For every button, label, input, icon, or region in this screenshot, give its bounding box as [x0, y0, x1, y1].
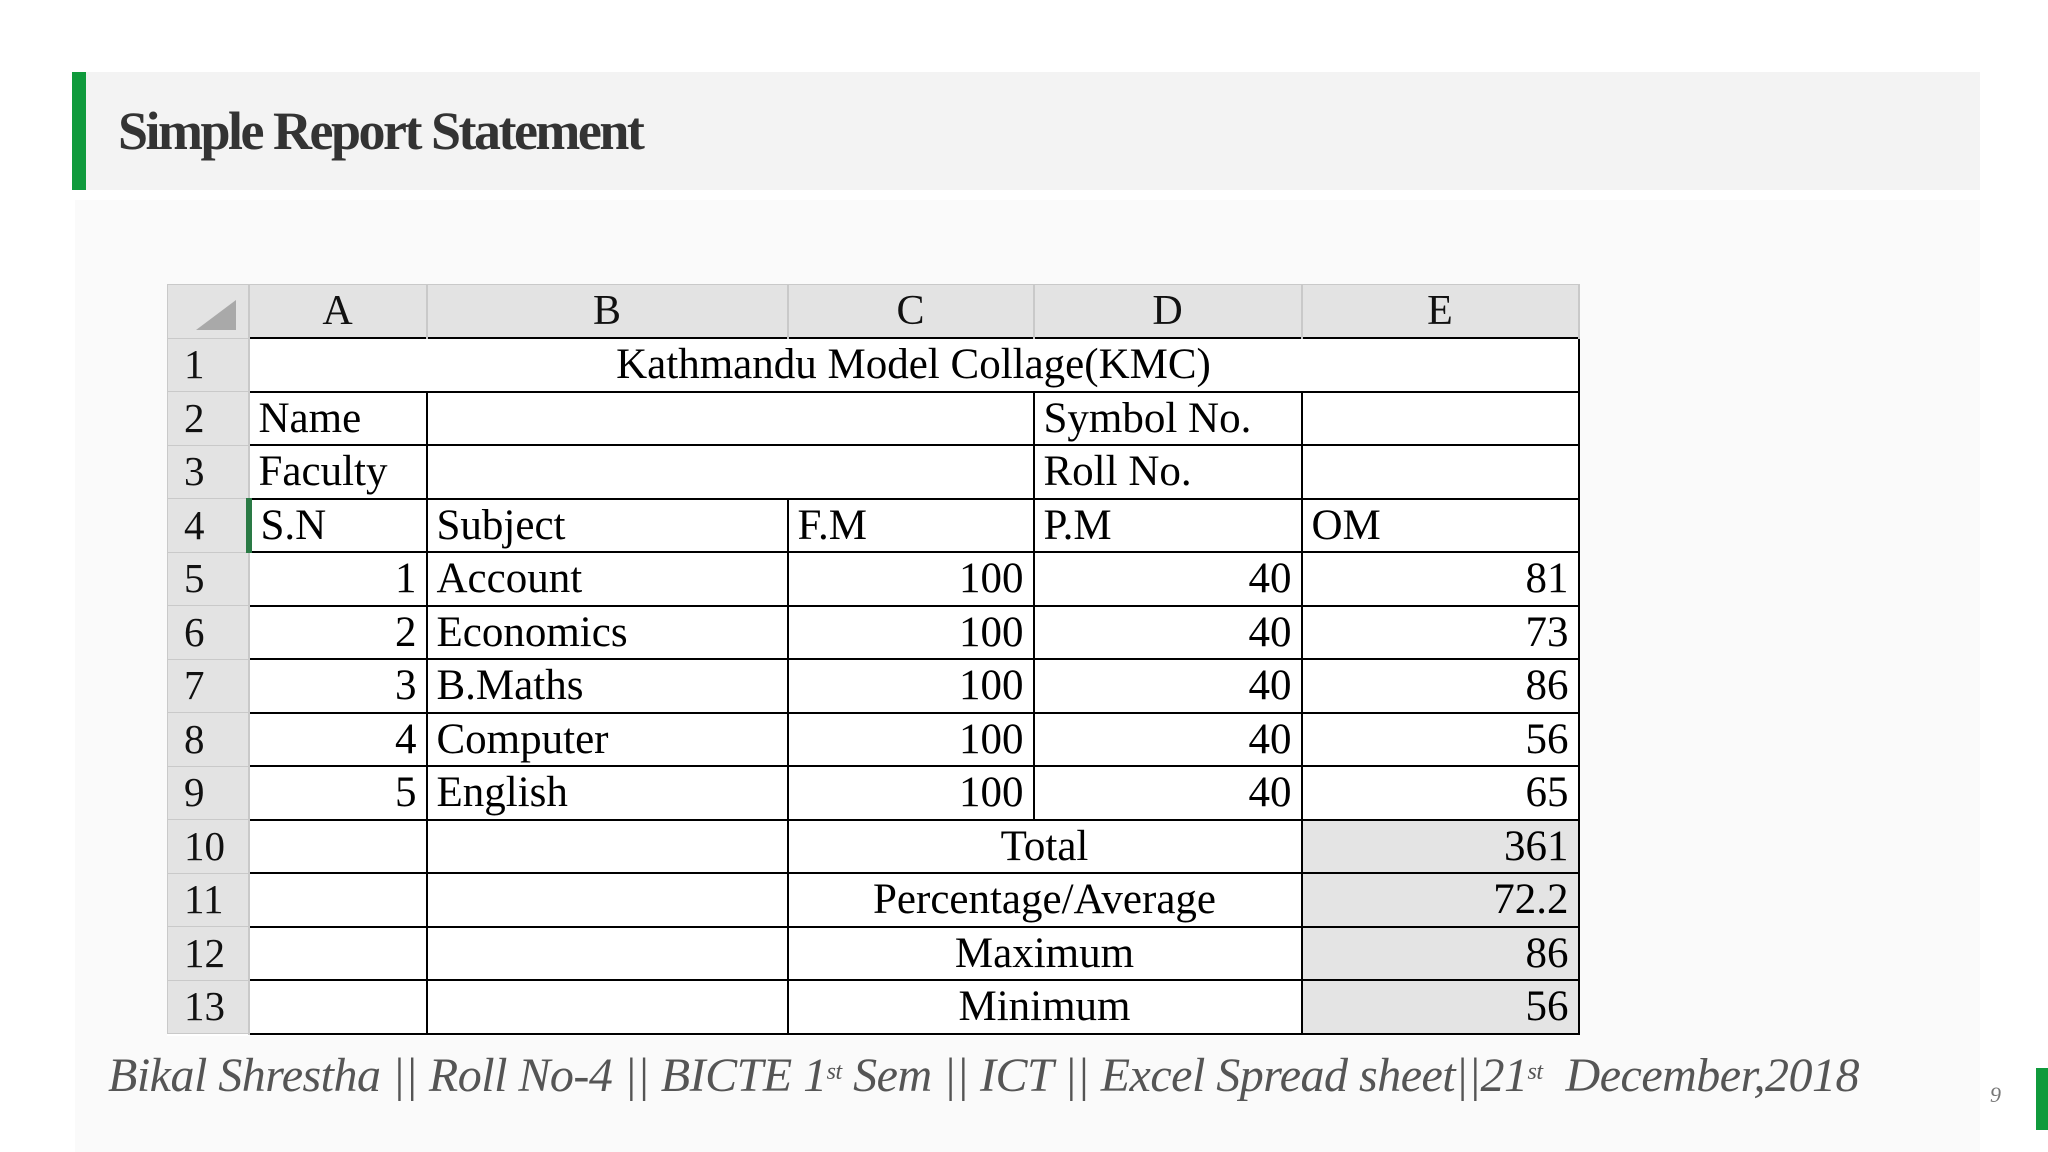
table-row — [168, 552, 1579, 606]
total-label-cell[interactable]: Total — [788, 820, 1302, 874]
minimum-value-cell[interactable]: 56 — [1302, 980, 1579, 1034]
fm-cell[interactable]: 100 — [788, 713, 1034, 767]
column-header-d[interactable]: D — [1034, 285, 1302, 339]
sn-cell[interactable]: 4 — [249, 713, 427, 767]
om-cell[interactable]: 56 — [1302, 713, 1579, 767]
om-cell[interactable]: 65 — [1302, 766, 1579, 820]
maximum-label-cell[interactable]: Maximum — [788, 927, 1302, 981]
subject-cell[interactable]: Account — [427, 552, 788, 606]
header-subject-cell[interactable]: Subject — [427, 499, 788, 553]
page-number: 9 — [1990, 1082, 2001, 1107]
header-fm-cell[interactable]: F.M — [788, 499, 1034, 553]
subject-cell[interactable]: Economics — [427, 606, 788, 660]
empty-cell[interactable] — [427, 980, 788, 1034]
row-header[interactable]: 10 — [168, 820, 249, 874]
column-header-e[interactable]: E — [1302, 285, 1579, 339]
pm-cell[interactable]: 40 — [1034, 713, 1302, 767]
select-all-icon — [196, 300, 236, 330]
column-header-b[interactable]: B — [427, 285, 788, 339]
table-header-row — [168, 499, 1579, 553]
symbol-value-cell[interactable] — [1302, 392, 1579, 446]
table-row — [168, 338, 1579, 392]
empty-cell[interactable] — [427, 927, 788, 981]
footer-topic: Excel Spread sheet — [1100, 1049, 1456, 1102]
footer-program-ordinal: st — [826, 1059, 842, 1085]
spreadsheet-image — [167, 284, 1578, 1036]
slide-footer — [108, 1046, 1859, 1106]
sn-cell[interactable]: 5 — [249, 766, 427, 820]
summary-row — [168, 927, 1579, 981]
empty-cell[interactable] — [249, 927, 427, 981]
minimum-label-cell[interactable]: Minimum — [788, 980, 1302, 1034]
table-row — [168, 392, 1579, 446]
om-cell[interactable]: 81 — [1302, 552, 1579, 606]
spreadsheet-table — [167, 284, 1580, 1035]
empty-cell[interactable] — [249, 980, 427, 1034]
header-sn-cell[interactable]: S.N — [249, 499, 427, 553]
footer-separator: || — [1455, 1049, 1481, 1102]
row-header[interactable]: 12 — [168, 927, 249, 981]
footer-separator: || — [612, 1049, 661, 1102]
row-header[interactable]: 2 — [168, 392, 249, 446]
summary-row — [168, 980, 1579, 1034]
table-row — [168, 659, 1579, 713]
footer-program: BICTE 1 — [660, 1049, 827, 1102]
row-header[interactable]: 9 — [168, 766, 249, 820]
title-accent-bar — [72, 72, 86, 190]
row-header-active[interactable]: 4 — [168, 499, 249, 553]
fm-cell[interactable]: 100 — [788, 766, 1034, 820]
summary-row — [168, 873, 1579, 927]
row-header[interactable]: 6 — [168, 606, 249, 660]
footer-date-rest: December,2018 — [1542, 1049, 1859, 1102]
row-header[interactable]: 8 — [168, 713, 249, 767]
percentage-label-cell[interactable]: Percentage/Average — [788, 873, 1302, 927]
pm-cell[interactable]: 40 — [1034, 766, 1302, 820]
pm-cell[interactable]: 40 — [1034, 659, 1302, 713]
row-header[interactable]: 13 — [168, 980, 249, 1034]
name-label-cell[interactable]: Name — [249, 392, 427, 446]
header-pm-cell[interactable]: P.M — [1034, 499, 1302, 553]
pm-cell[interactable]: 40 — [1034, 552, 1302, 606]
om-cell[interactable]: 86 — [1302, 659, 1579, 713]
footer-author: Bikal Shrestha — [108, 1049, 381, 1102]
empty-cell[interactable] — [249, 820, 427, 874]
fm-cell[interactable]: 100 — [788, 606, 1034, 660]
table-row — [168, 766, 1579, 820]
faculty-label-cell[interactable]: Faculty — [249, 445, 427, 499]
row-header[interactable]: 7 — [168, 659, 249, 713]
column-header-c[interactable]: C — [788, 285, 1034, 339]
select-all-corner[interactable] — [168, 285, 249, 339]
footer-separator: || — [1052, 1049, 1101, 1102]
subject-cell[interactable]: English — [427, 766, 788, 820]
subject-cell[interactable]: B.Maths — [427, 659, 788, 713]
subject-cell[interactable]: Computer — [427, 713, 788, 767]
footer-date-day: 21 — [1480, 1049, 1528, 1102]
sn-cell[interactable]: 1 — [249, 552, 427, 606]
maximum-value-cell[interactable]: 86 — [1302, 927, 1579, 981]
table-row — [168, 445, 1579, 499]
roll-label-cell[interactable]: Roll No. — [1034, 445, 1302, 499]
header-om-cell[interactable]: OM — [1302, 499, 1579, 553]
summary-row — [168, 820, 1579, 874]
empty-cell[interactable] — [427, 873, 788, 927]
total-value-cell[interactable]: 361 — [1302, 820, 1579, 874]
fm-cell[interactable]: 100 — [788, 659, 1034, 713]
name-value-cell[interactable] — [427, 392, 1034, 446]
footer-date-ordinal: st — [1527, 1059, 1543, 1085]
empty-cell[interactable] — [427, 820, 788, 874]
column-header-a[interactable]: A — [249, 285, 427, 339]
footer-roll: Roll No-4 — [428, 1049, 613, 1102]
table-row — [168, 606, 1579, 660]
fm-cell[interactable]: 100 — [788, 552, 1034, 606]
empty-cell[interactable] — [249, 873, 427, 927]
row-header[interactable]: 3 — [168, 445, 249, 499]
sn-cell[interactable]: 3 — [249, 659, 427, 713]
roll-value-cell[interactable] — [1302, 445, 1579, 499]
om-cell[interactable]: 73 — [1302, 606, 1579, 660]
school-name-cell[interactable]: Kathmandu Model Collage(KMC) — [249, 338, 1579, 392]
percentage-value-cell[interactable]: 72.2 — [1302, 873, 1579, 927]
row-header[interactable]: 1 — [168, 338, 249, 392]
table-row — [168, 713, 1579, 767]
row-header[interactable]: 5 — [168, 552, 249, 606]
symbol-label-cell[interactable]: Symbol No. — [1034, 392, 1302, 446]
footer-course: ICT — [980, 1049, 1053, 1102]
sn-cell[interactable]: 2 — [249, 606, 427, 660]
slide-title: Simple Report Statement — [118, 101, 643, 161]
faculty-value-cell[interactable] — [427, 445, 1034, 499]
footer-accent-bar — [2036, 1068, 2048, 1130]
row-header[interactable]: 11 — [168, 873, 249, 927]
column-header-row — [168, 285, 1579, 339]
footer-program-suffix: Sem — [841, 1049, 932, 1102]
pm-cell[interactable]: 40 — [1034, 606, 1302, 660]
footer-separator: || — [931, 1049, 981, 1102]
footer-separator: || — [380, 1049, 429, 1102]
